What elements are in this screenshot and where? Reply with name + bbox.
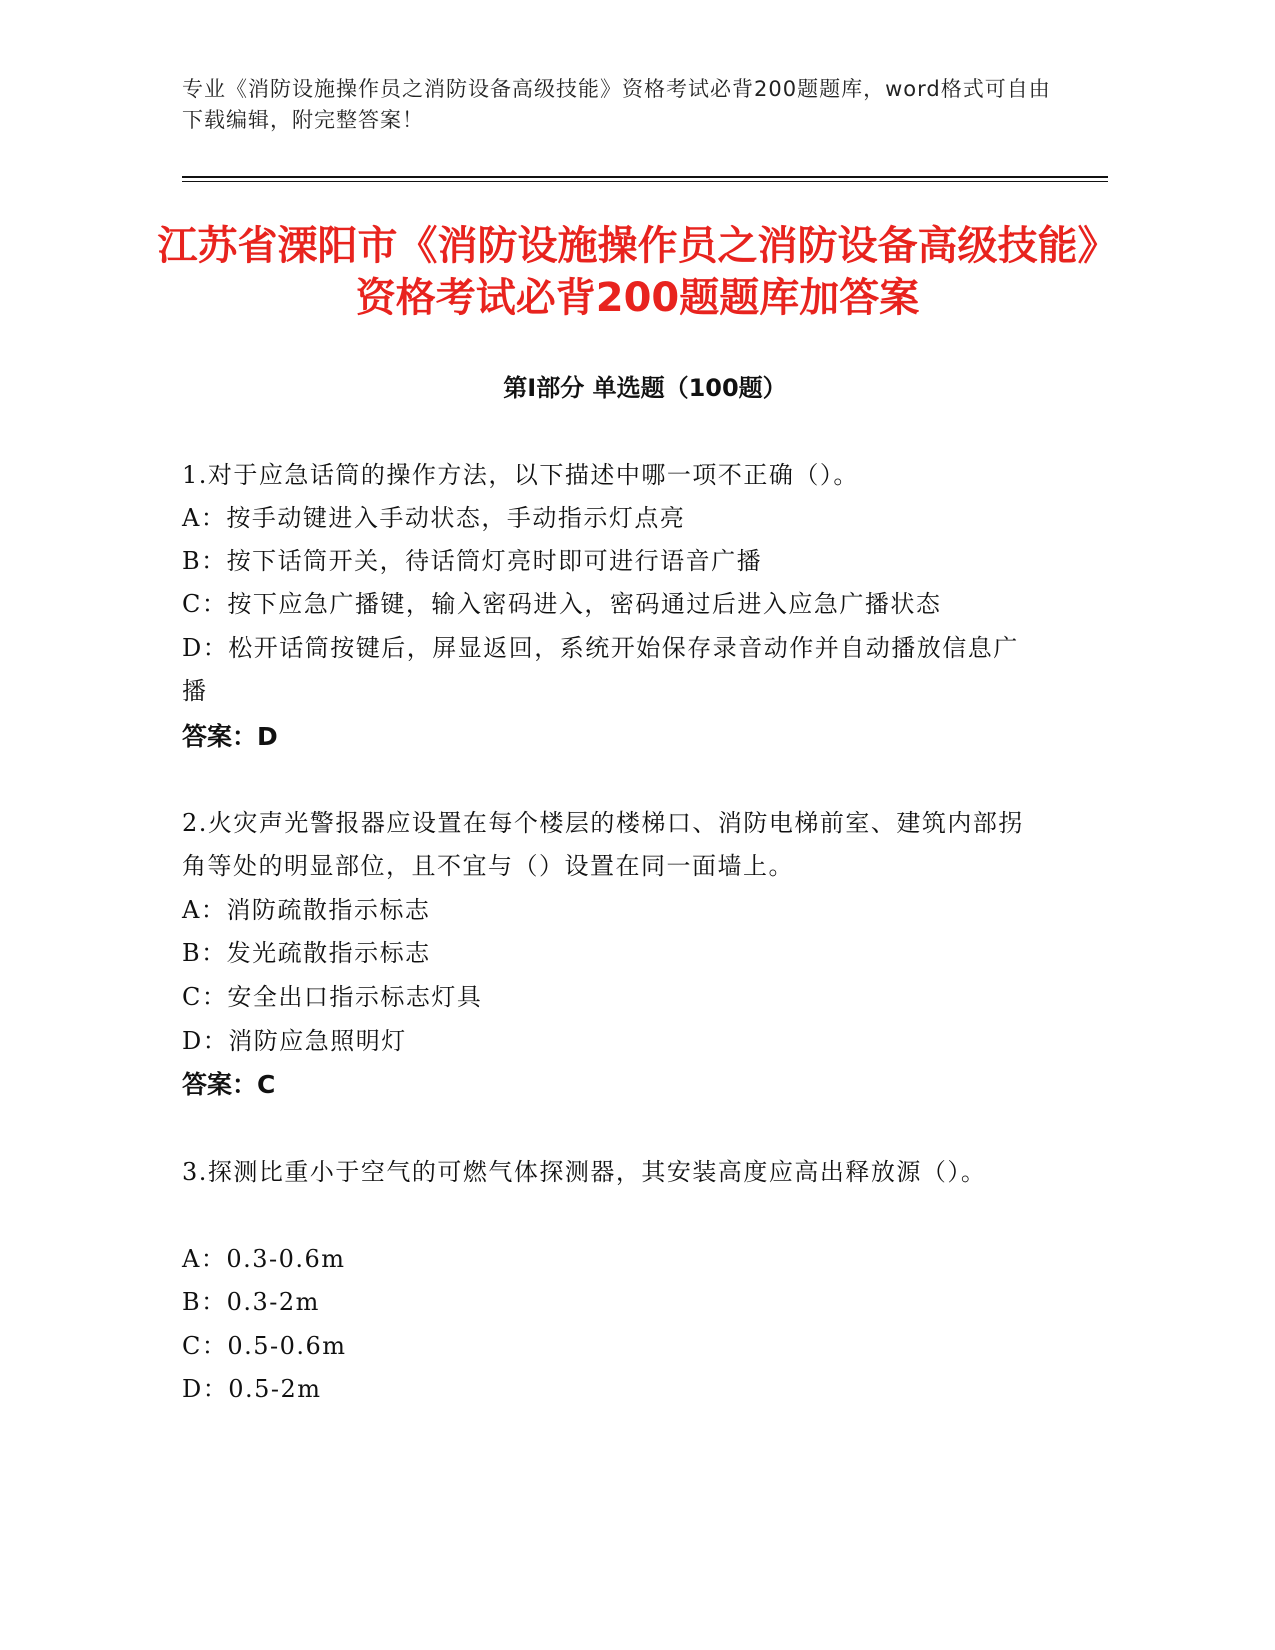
question-1-answer: 答案：D [182,722,278,751]
question-3-stem: 3.探测比重小于空气的可燃气体探测器，其安装高度应高出释放源（）。 [182,1158,987,1186]
question-2-stem: 2.火灾声光警报器应设置在每个楼层的楼梯口、消防电梯前室、建筑内部拐角等处的明显部位，且不宜与（）设置在同一面墙上。 [182,809,1024,880]
header-divider-thick [182,176,1108,178]
header-divider-thin [182,181,1108,182]
question-3-option-b: B：0.3-2m [182,1288,320,1316]
question-1-option-c: C：按下应急广播键，输入密码进入，密码通过后进入应急广播状态 [182,590,942,618]
document-title: 江苏省溧阳市《消防设施操作员之消防设备高级技能》资格考试必背200题题库加答案 [157,223,1118,321]
question-1-option-b: B：按下话筒开关，待话筒灯亮时即可进行语音广播 [182,547,763,575]
question-2-option-b: B：发光疏散指示标志 [182,939,431,967]
question-2-option-d: D：消防应急照明灯 [182,1027,407,1055]
section-heading: 第I部分 单选题（100题） [503,374,787,402]
question-1-option-a: A：按手动键进入手动状态，手动指示灯点亮 [182,504,686,532]
question-2-option-c: C：安全出口指示标志灯具 [182,983,483,1011]
question-1-option-d: D：松开话筒按键后，屏显返回，系统开始保存录音动作并自动播放信息广播 [182,634,1019,705]
question-1-stem: 1.对于应急话筒的操作方法，以下描述中哪一项不正确（）。 [182,461,859,489]
question-3-option-c: C：0.5-0.6m [182,1332,347,1360]
header-note: 专业《消防设施操作员之消防设备高级技能》资格考试必背200题题库，word格式可自由下载编辑，附完整答案！ [182,77,1051,132]
question-3-option-d: D：0.5-2m [182,1375,322,1403]
question-2-answer: 答案：C [182,1070,276,1099]
question-3-option-a: A：0.3-0.6m [182,1245,346,1273]
question-2-option-a: A：消防疏散指示标志 [182,896,431,924]
